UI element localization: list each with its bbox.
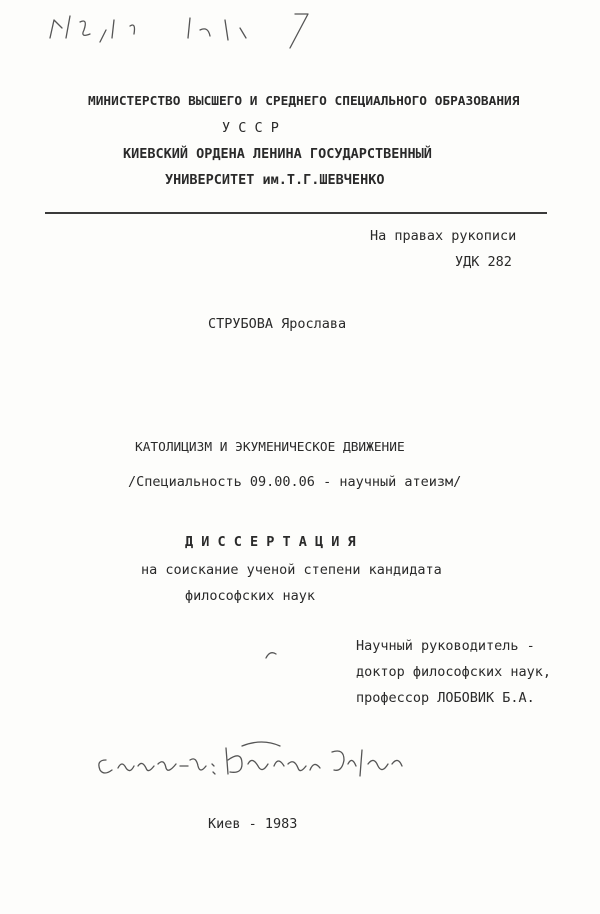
handwritten-signature <box>92 730 412 790</box>
manuscript-rights: На правах рукописи <box>370 228 517 244</box>
thesis-specialty: /Специальность 09.00.06 - научный атеизм/ <box>128 474 462 490</box>
city-year: Киев - 1983 <box>208 816 298 832</box>
supervisor-line-1: Научный руководитель - <box>356 638 535 654</box>
udc-code: УДК 282 <box>455 254 512 270</box>
degree-line-2: философских наук <box>185 588 316 604</box>
degree-line-1: на соискание ученой степени кандидата <box>141 562 442 578</box>
author-name: СТРУБОВА Ярослава <box>208 316 347 332</box>
handwritten-top-note <box>40 8 340 53</box>
thesis-title: КАТОЛИЦИЗМ И ЭКУМЕНИЧЕСКОЕ ДВИЖЕНИЕ <box>135 440 405 455</box>
university-line-2: УНИВЕРСИТЕТ им.Т.Г.ШЕВЧЕНКО <box>165 172 385 188</box>
supervisor-line-3: профессор ЛОБОВИК Б.А. <box>356 690 535 706</box>
ministry-line: МИНИСТЕРСТВО ВЫСШЕГО И СРЕДНЕГО СПЕЦИАЛЬНОГО ОБРАЗОВАНИЯ <box>88 94 520 109</box>
document-type: Д И С С Е Р Т А Ц И Я <box>185 534 356 550</box>
republic-line: У С С Р <box>222 120 279 136</box>
header-divider <box>45 212 547 214</box>
supervisor-line-2: доктор философских наук, <box>356 664 552 680</box>
university-line-1: КИЕВСКИЙ ОРДЕНА ЛЕНИНА ГОСУДАРСТВЕННЫЙ <box>123 146 432 162</box>
stray-mark <box>262 648 282 662</box>
